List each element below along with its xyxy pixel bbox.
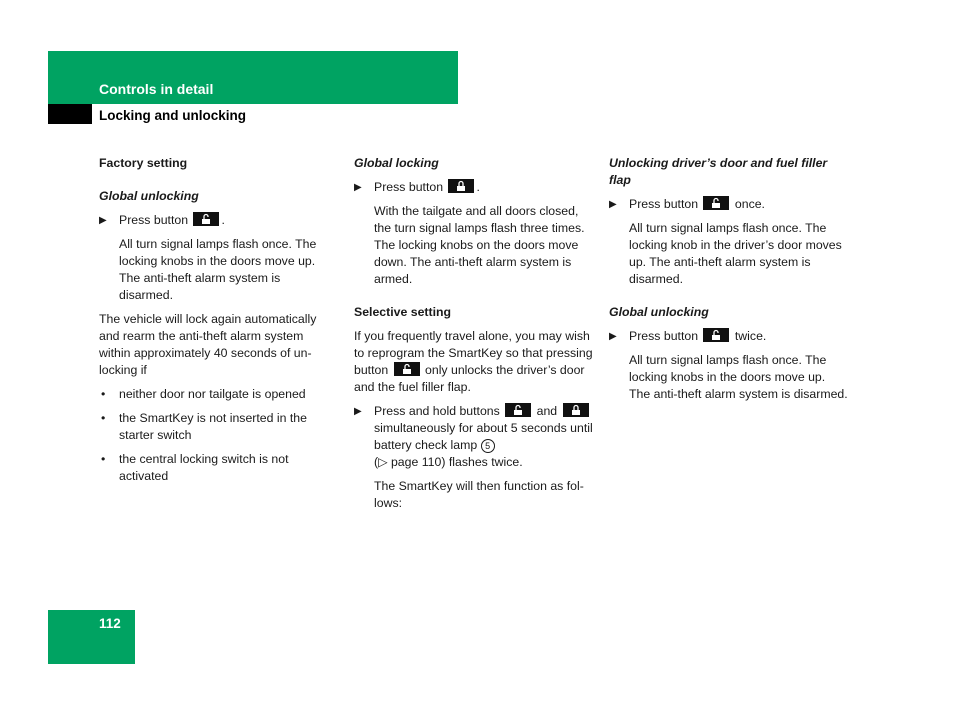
subsection-title: Locking and unlocking (99, 108, 247, 123)
result-text: The SmartKey will then function as fol-lows: (374, 479, 584, 510)
unlock-button-icon (703, 328, 729, 342)
result-text: With the tailgate and all doors closed, the turn signal lamps flash three times. The locking knobs on the doors move down. The anti-theft alarm system is armed. (374, 204, 585, 286)
dot-bullet-icon: • (101, 452, 106, 466)
step-press-unlock-once: ▶ Press button once. (609, 197, 765, 211)
subheading-global-unlocking: Global unlocking (609, 305, 709, 319)
paragraph-relock: The vehicle will lock again automatically and rearm the anti-theft alarm system within approximately 40 seconds of un-locking if (99, 312, 317, 377)
list-item: • the SmartKey is not inserted in the starter switch (101, 411, 307, 442)
step-press-unlock-twice: ▶ Press button twice. (609, 329, 767, 343)
page-number: 112 (99, 616, 121, 631)
step-press-unlock: ▶ Press button . (99, 213, 225, 227)
subheading-unlocking-drivers-door: Unlocking driver’s door and fuel filler flap (609, 156, 828, 187)
step-press-hold: ▶ Press and hold buttons and simultaneously for about 5 seconds until battery check lamp 5 (▷ page 110) flashes twice. (354, 404, 593, 469)
unlock-button-icon (505, 403, 531, 417)
subheading-global-unlocking: Global unlocking (99, 189, 199, 203)
dot-bullet-icon: • (101, 411, 106, 425)
column-2 (354, 155, 594, 519)
step-press-lock: ▶ Press button . (354, 180, 480, 194)
arrow-bullet-icon: ▶ (609, 199, 617, 210)
result-text: All turn signal lamps flash once. The locking knob in the driver’s door moves up. The anti-theft alarm system is disarmed. (629, 221, 842, 286)
section-title: Controls in detail (99, 81, 214, 97)
unlock-button-icon (193, 212, 219, 226)
result-text: All turn signal lamps flash once. The locking knobs in the doors move up. The anti-theft alarm system is disarmed. (629, 353, 848, 401)
subsection-tab (48, 104, 92, 124)
paragraph-selective: If you frequently travel alone, you may wish to reprogram the SmartKey so that pressing button only unlocks the driver’s door and the fuel filler flap. (354, 329, 593, 394)
list-item: • neither door nor tailgate is opened (101, 387, 306, 401)
subheading-global-locking: Global locking (354, 156, 439, 170)
page-reference: (▷ page 110) flashes twice. (374, 455, 523, 469)
arrow-bullet-icon: ▶ (609, 331, 617, 342)
battery-lamp-number-icon: 5 (481, 439, 495, 453)
column-1 (99, 155, 331, 492)
result-text: All turn signal lamps flash once. The locking knobs in the doors move up. The anti-theft alarm system is disarmed. (119, 237, 317, 302)
lock-button-icon (448, 179, 474, 193)
lock-button-icon (563, 403, 589, 417)
dot-bullet-icon: • (101, 387, 106, 401)
arrow-bullet-icon: ▶ (354, 182, 362, 193)
arrow-bullet-icon: ▶ (354, 406, 362, 417)
unlock-button-icon (703, 196, 729, 210)
page-number-box (48, 610, 135, 664)
heading-factory-setting: Factory setting (99, 156, 188, 170)
column-3 (609, 155, 849, 410)
list-item: • the central locking switch is not activated (101, 452, 289, 483)
heading-selective-setting: Selective setting (354, 305, 452, 319)
unlock-button-icon (394, 362, 420, 376)
arrow-bullet-icon: ▶ (99, 215, 107, 226)
